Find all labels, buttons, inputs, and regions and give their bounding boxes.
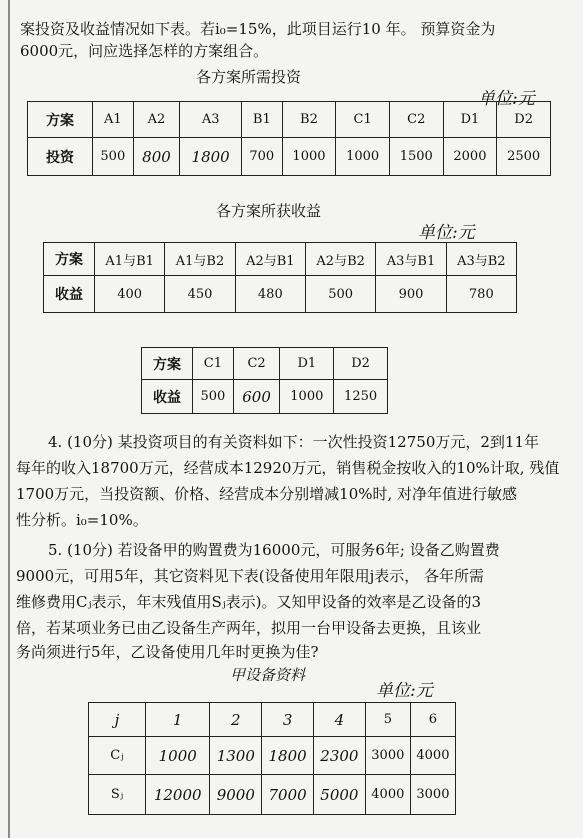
table1-header-cell: B1: [241, 102, 282, 138]
table1-header-cell: A1: [93, 102, 134, 138]
q5-line-3: 维修费用Cⱼ表示，年末残值用Sⱼ表示)。又知甲设备的效率是乙设备的3: [16, 593, 482, 611]
table2-header-row: [44, 243, 517, 276]
table1-cell: 1000: [282, 138, 336, 176]
table1-cell: 800: [133, 138, 180, 176]
table2-header-cell: A3与B2: [446, 243, 516, 276]
table1-header-row: [28, 102, 551, 138]
table1-cell: 1000: [336, 138, 390, 176]
table3-header-cell: C1: [193, 348, 234, 380]
q4-line-4: 性分析。i₀=10%。: [16, 511, 148, 529]
table2-cell: 450: [165, 276, 235, 313]
intro-line-2: 6000元，问应选择怎样的方案组合。: [20, 42, 269, 60]
table2-header-cell: A2与B2: [305, 243, 375, 276]
table1-cell: 1500: [389, 138, 443, 176]
table2-cell: 收益: [44, 276, 95, 313]
table1-header-cell: D1: [443, 102, 497, 138]
q5-line-4: 倍，若某项业务已由乙设备生产两年，拟用一台甲设备去更换，且该业: [16, 619, 482, 637]
q5-line-1: 5. (10分) 若设备甲的购置费为16000元，可服务6年; 设备乙购置费: [48, 541, 500, 559]
table4-cell: 3000: [365, 737, 410, 775]
income-table-2: [141, 347, 388, 414]
q4-line-1: 4. (10分) 某投资项目的有关资料如下：一次性投资12750万元，2到11年: [48, 433, 539, 451]
table3-header-cell: 方案: [142, 348, 193, 380]
table2-cell: 400: [95, 276, 165, 313]
table3-header-cell: D2: [334, 348, 388, 380]
intro-line-1: 案投资及收益情况如下表。若i₀=15%，此项目运行10 年。 预算资金为: [20, 20, 496, 38]
table2-header-cell: A2与B1: [235, 243, 305, 276]
table4-header-cell: 1: [146, 703, 210, 737]
table1-header-cell: B2: [282, 102, 336, 138]
table1-cell: 700: [241, 138, 282, 176]
table4-cell: 4000: [410, 737, 455, 775]
table3-cell: 收益: [142, 380, 193, 414]
table2-cell: 500: [305, 276, 375, 313]
table4-c-row: [89, 737, 456, 775]
investment-table: [27, 101, 551, 176]
table4-cell: 5000: [314, 775, 366, 815]
page-binding-edge: [8, 0, 10, 838]
table2-data-row: [44, 276, 517, 313]
table3-cell: 1000: [280, 380, 334, 414]
table1-cell: 投资: [28, 138, 93, 176]
table4-header-cell: 4: [314, 703, 366, 737]
table3-cell: 500: [193, 380, 234, 414]
table4-cell: 4000: [365, 775, 410, 815]
table4-cell: 1300: [210, 737, 262, 775]
table2-cell: 900: [376, 276, 446, 313]
table4-header-cell: 5: [365, 703, 410, 737]
q4-line-2: 每年的收入18700万元，经营成本12920万元，销售税金按收入的10%计取, 残值: [16, 459, 560, 477]
table3-header-cell: C2: [233, 348, 280, 380]
table4-cell: 12000: [146, 775, 210, 815]
table2-unit: 单位:元: [418, 223, 475, 243]
table4-row-label: Sⱼ: [89, 775, 146, 815]
table1-cell: 500: [93, 138, 134, 176]
table1-cell: 2500: [497, 138, 551, 176]
table1-title: 各方案所需投资: [196, 68, 302, 86]
table4-header-cell: 2: [210, 703, 262, 737]
table1-header-cell: 方案: [28, 102, 93, 138]
table1-header-cell: C2: [389, 102, 443, 138]
q4-line-3: 1700万元，当投资额、价格、经营成本分别增减10%时, 对净年值进行敏感: [16, 485, 518, 503]
table2-cell: 480: [235, 276, 305, 313]
table4-cell: 1800: [262, 737, 314, 775]
table2-header-cell: A3与B1: [376, 243, 446, 276]
table3-header-row: [142, 348, 388, 380]
table4-title: 甲设备资料: [230, 666, 306, 684]
table1-header-cell: D2: [497, 102, 551, 138]
income-table: [43, 242, 517, 313]
table4-cell: 2300: [314, 737, 366, 775]
table1-cell: 1800: [180, 138, 242, 176]
table3-cell: 1250: [334, 380, 388, 414]
table2-header-cell: A1与B2: [165, 243, 235, 276]
table4-s-row: [89, 775, 456, 815]
table1-cell: 2000: [443, 138, 497, 176]
table2-cell: 780: [446, 276, 516, 313]
table2-header-cell: A1与B1: [95, 243, 165, 276]
table1-header-cell: A2: [133, 102, 180, 138]
table2-title: 各方案所获收益: [216, 202, 322, 220]
table4-cell: 7000: [262, 775, 314, 815]
table1-header-cell: A3: [180, 102, 242, 138]
table2-header-cell: 方案: [44, 243, 95, 276]
table4-row-label: Cⱼ: [89, 737, 146, 775]
table4-header-cell: j: [89, 703, 146, 737]
table4-unit: 单位:元: [376, 681, 433, 701]
table4-cell: 1000: [146, 737, 210, 775]
table3-data-row: [142, 380, 388, 414]
table1-unit: 单位:元: [478, 89, 535, 109]
table4-header-row: [89, 703, 456, 737]
equipment-table: [88, 702, 456, 815]
table3-cell: 600: [233, 380, 280, 414]
table4-cell: 3000: [410, 775, 455, 815]
q5-line-5: 务尚须进行5年，乙设备使用几年时更换为佳?: [16, 643, 319, 661]
q5-line-2: 9000元，可用5年，其它资料见下表(设备使用年限用j表示， 各年所需: [16, 567, 484, 585]
table4-header-cell: 6: [410, 703, 455, 737]
table4-header-cell: 3: [262, 703, 314, 737]
table1-header-cell: C1: [336, 102, 390, 138]
table1-data-row: [28, 138, 551, 176]
table4-cell: 9000: [210, 775, 262, 815]
table3-header-cell: D1: [280, 348, 334, 380]
